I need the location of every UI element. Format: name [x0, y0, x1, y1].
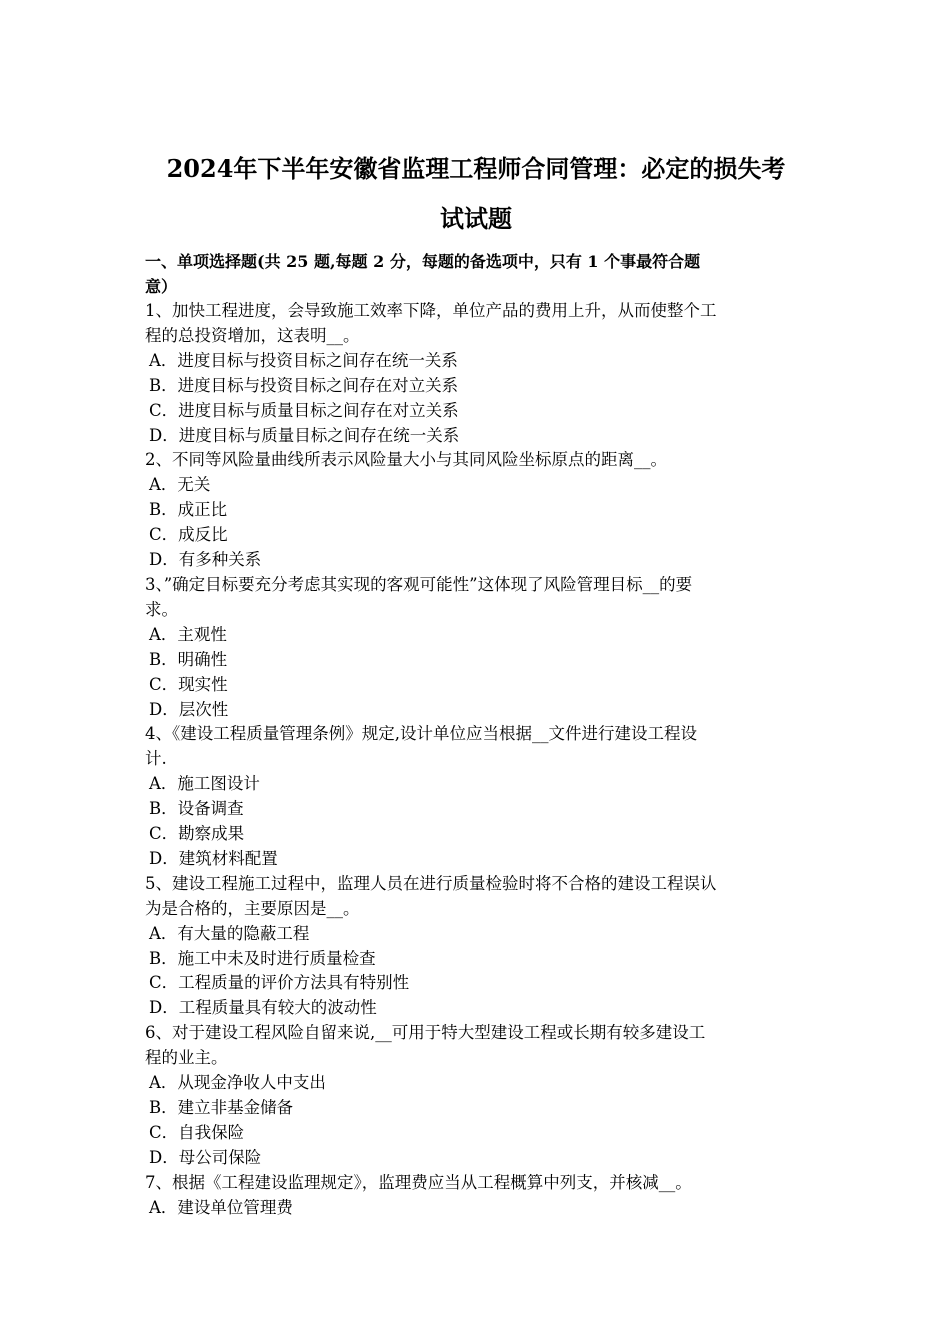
question-4 — [145, 722, 807, 871]
option-b: B．进度目标与投资目标之间存在对立关系 — [149, 375, 459, 395]
title-line-2: 试试题 — [440, 204, 512, 233]
title-line-1: 2024年下半年安徽省监理工程师合同管理：必定的损失考 — [166, 154, 786, 183]
option-a: A．从现金净收人中支出 — [149, 1073, 326, 1093]
question-text-line: 2、不同等风险量曲线所表示风险量大小与其同风险坐标原点的距离__。 — [145, 450, 667, 470]
option-d: D．进度目标与质量目标之间存在统一关系 — [149, 425, 460, 445]
question-text-line: 4、《建设工程质量管理条例》规定,设计单位应当根据__文件进行建设工程设 — [145, 724, 697, 744]
option-d: D．有多种关系 — [149, 550, 262, 570]
option-a: A．施工图设计 — [149, 774, 260, 794]
option-c: C．现实性 — [149, 674, 228, 694]
option-d: D．层次性 — [149, 699, 229, 719]
question-text-line: 5、建设工程施工过程中，监理人员在进行质量检验时将不合格的建设工程误认 — [145, 873, 717, 893]
question-text-line: 程的业主。 — [145, 1048, 228, 1068]
option-c: C．自我保险 — [149, 1122, 245, 1142]
question-7 — [145, 1171, 807, 1221]
question-6 — [145, 1021, 807, 1170]
section-heading — [145, 250, 807, 299]
question-text-line: 1、加快工程进度，会导致施工效率下降，单位产品的费用上升，从而使整个工 — [145, 301, 717, 320]
question-text-line: 求。 — [145, 599, 178, 619]
option-c: C．成反比 — [149, 525, 228, 545]
option-b: B．成正比 — [149, 500, 228, 520]
question-text-line: 3、”确定目标要充分考虑其实现的客观可能性”这体现了风险管理目标__的要 — [145, 574, 693, 594]
option-b: B．建立非基金储备 — [149, 1098, 294, 1117]
option-c: C．工程质量的评价方法具有特别性 — [149, 973, 410, 993]
document-title — [145, 144, 807, 244]
question-text-line: 程的总投资增加，这表明__。 — [145, 325, 360, 345]
question-text-line: 7、根据《工程建设监理规定》，监理费应当从工程概算中列支，并核减__。 — [145, 1172, 692, 1192]
question-text-line: 计. — [145, 749, 167, 769]
option-c: C．勘察成果 — [149, 824, 245, 844]
question-text-line: 6、对于建设工程风险自留来说,__可用于特大型建设工程或长期有较多建设工 — [145, 1023, 706, 1043]
option-b: B．设备调查 — [149, 799, 244, 819]
option-a: A．建设单位管理费 — [149, 1197, 293, 1217]
option-c: C．进度目标与质量目标之间存在对立关系 — [149, 400, 459, 420]
question-3 — [145, 573, 807, 722]
option-d: D．母公司保险 — [149, 1147, 262, 1167]
question-1 — [145, 299, 807, 448]
option-d: D．建筑材料配置 — [149, 848, 278, 868]
option-a: A．无关 — [149, 475, 211, 495]
option-b: B．明确性 — [149, 649, 228, 669]
section-heading-line-1: 一、单项选择题(共 25 题,每题 2 分，每题的备选项中，只有 1 个事最符合题 — [145, 252, 701, 271]
section-heading-line-2: 意） — [145, 276, 178, 296]
option-a: A．有大量的隐蔽工程 — [149, 923, 310, 943]
question-5 — [145, 872, 807, 1021]
question-text-line: 为是合格的，主要原因是__。 — [145, 898, 360, 918]
option-b: B．施工中未及时进行质量检查 — [149, 948, 376, 968]
option-d: D．工程质量具有较大的波动性 — [149, 998, 377, 1018]
question-2 — [145, 448, 807, 573]
option-a: A．进度目标与投资目标之间存在统一关系 — [149, 350, 458, 370]
option-a: A．主观性 — [149, 624, 227, 644]
document-page — [145, 144, 807, 1221]
